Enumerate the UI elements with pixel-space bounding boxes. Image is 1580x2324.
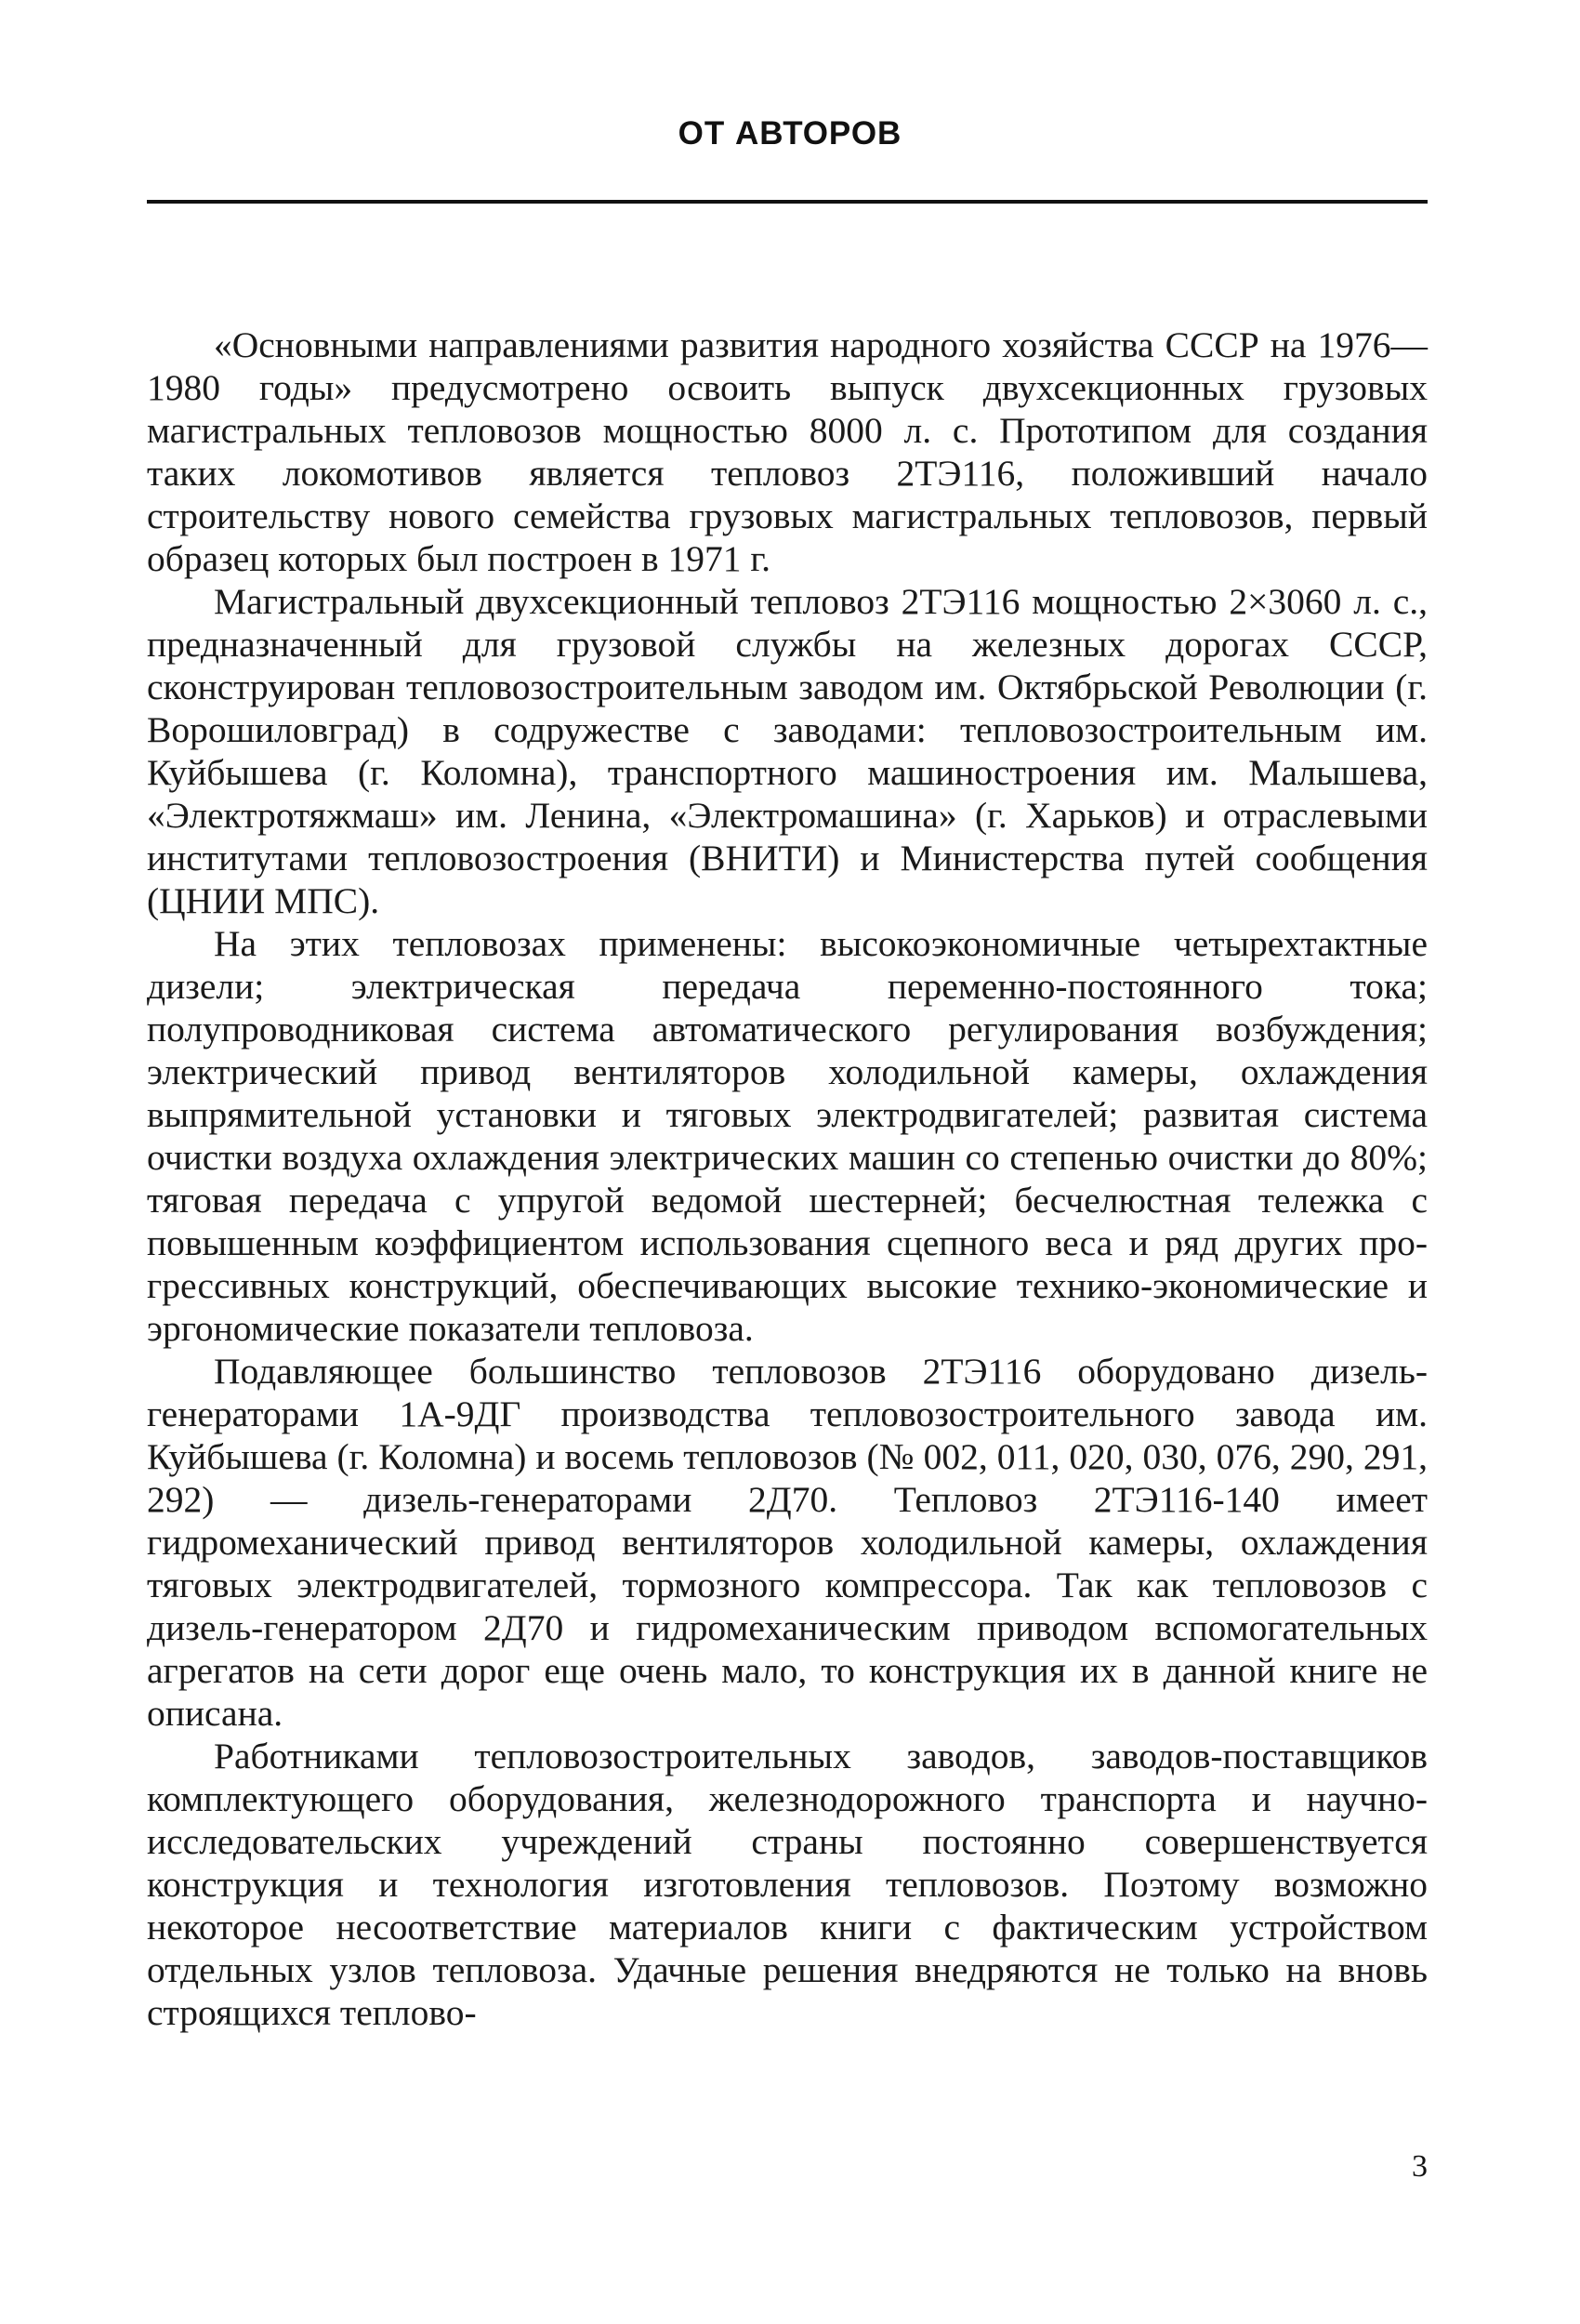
body-text [147, 324, 1428, 2034]
paragraph-2: Магистральный двухсекционный тепловоз 2ТЭ116 мощностью 2×3060 л. с., предназначенный для грузовой службы на железных дорогах СССР, сконструирован тепловозостроительным заводом им. Октябрьской Революции (г. Ворошиловград) в содружестве с заводами: тепловозостроительным им. Куйбышева (г. Коломна), транспортного машиностроения им. Малышева, «Электротяжмаш» им. Ленина, «Электромашина» (г. Харьков) и отраслевыми институтами тепловозостроения (ВНИТИ) и Министерства путей сообщения (ЦНИИ МПС). [147, 581, 1428, 921]
paragraph-4: Подавляющее большинство тепловозов 2ТЭ116 оборудовано дизель-генераторами 1А-9ДГ производства тепловозостроительного завода им. Куйбышева (г. Коломна) и восемь тепловозов (№ 002, 011, 020, 030, 076, 290, 291, 292) — дизель-генераторами 2Д70. Тепловоз 2ТЭ116-140 имеет гидромеханический привод вентиляторов холодильной камеры, охлаждения тяговых электродвигателей, тормозного компрессора. Так как тепловозов с дизель-генератором 2Д70 и гидромеханическим приводом вспомогательных агрегатов на сети дорог еще очень мало, то конструкция их в данной книге не описана. [147, 1351, 1428, 1734]
paragraph-3: На этих тепловозах применены: высокоэкономичные четырехтактные дизели; электрическая передача переменно-постоянного тока; полупроводниковая система автоматического регулирования возбуждения; электрический привод вентиляторов холодильной камеры, охлаждения выпрямительной установки и тяговых электродвигателей; развитая система очистки воздуха охлаждения электрических машин со степенью очистки до 80%; тяговая передача с упругой ведомой шестерней; бесчелюстная тележка с повышенным коэффициентом использования сцепного веса и ряд других прогрессивных конструкций, обеспечивающих высокие технико-экономические и эргономические показатели тепловоза. [147, 923, 1428, 1349]
paragraph-5: Работниками тепловозостроительных заводов, заводов-поставщиков комплектующего оборудования, железнодорожного транспорта и научно-исследовательских учреждений страны постоянно совершенствуется конструкция и технология изготовления тепловозов. Поэтому возможно некоторое несоответствие материалов книги с фактическим устройством отдельных узлов тепловоза. Удачные решения внедряются не только на вновь строящихся теплово- [147, 1736, 1428, 2033]
page-number: 3 [1412, 2149, 1428, 2184]
heading-divider [147, 200, 1428, 204]
page-heading: ОТ АВТОРОВ [678, 115, 902, 152]
paragraph-1: «Основными направлениями развития народного хозяйства СССР на 1976—1980 годы» предусмотрено освоить выпуск двухсекционных грузовых магистральных тепловозов мощностью 8000 л. с. Прототипом для создания таких локомотивов является тепловоз 2ТЭ116, положивший начало строительству нового семейства грузовых магистральных тепловозов, первый образец которых был построен в 1971 г. [147, 324, 1428, 579]
